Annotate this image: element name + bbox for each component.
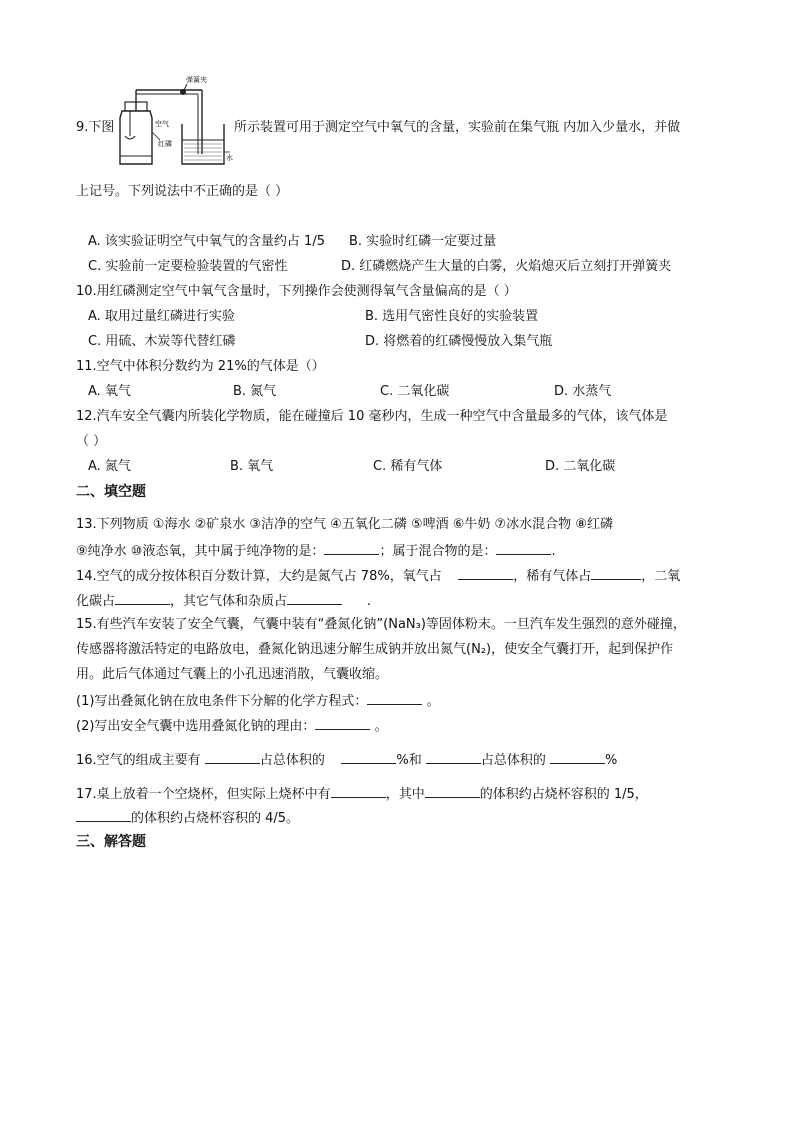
q17-blank-gas1[interactable] bbox=[425, 784, 480, 798]
q15-text-line3: 用。此后气体通过气囊上的小孔迅速消散，气囊收缩。 bbox=[76, 667, 389, 682]
q14-text-line2 bbox=[76, 591, 371, 611]
q14-text-d: 化碳占 bbox=[76, 594, 116, 609]
q16-text-b: 占总体积的 bbox=[259, 753, 325, 768]
q12-option-b: B. 氧气 bbox=[230, 459, 274, 474]
q15-blank-equation[interactable] bbox=[367, 691, 422, 705]
q14-text-b: ，稀有气体占 bbox=[513, 569, 592, 584]
q17-text-line1 bbox=[76, 784, 648, 804]
q10-option-c: C. 用硫、木炭等代替红磷 bbox=[88, 334, 236, 349]
q14-blank-noble-gas[interactable] bbox=[591, 566, 641, 580]
q12-text-line2: （ ） bbox=[76, 434, 107, 449]
q9-text-line2: 上记号。下列说法中不正确的是（ ） bbox=[76, 184, 289, 199]
q12-option-a: A. 氮气 bbox=[88, 459, 131, 474]
q15-blank-reason[interactable] bbox=[315, 716, 370, 730]
q11-option-d: D. 水蒸气 bbox=[554, 384, 612, 399]
q13-blank-mixture[interactable] bbox=[496, 541, 551, 555]
q16-text-d: 占总体积的 bbox=[480, 753, 546, 768]
q12-option-d: D. 二氧化碳 bbox=[545, 459, 616, 474]
q14-text-c: ，二氧 bbox=[641, 569, 681, 584]
q15-sub2-text: (2)写出安全气囊中选用叠氮化钠的理由： bbox=[76, 719, 316, 734]
q17-blank-gas2[interactable] bbox=[76, 808, 131, 822]
q11-option-c: C. 二氧化碳 bbox=[380, 384, 450, 399]
q14-end: . bbox=[366, 594, 371, 609]
q17-text-line2 bbox=[76, 808, 299, 828]
q15-sub2-end: 。 bbox=[374, 719, 388, 734]
q10-option-b: B. 选用气密性良好的实验装置 bbox=[365, 309, 539, 324]
q11-option-a: A. 氧气 bbox=[88, 384, 131, 399]
q17-text-c: 的体积约占烧杯容积的 1/5， bbox=[479, 787, 648, 802]
q12-text: 12.汽车安全气囊内所装化学物质，能在碰撞后 10 毫秒内，生成一种空气中含量最多的气体，该气体是 bbox=[76, 409, 668, 424]
q9-option-c: C. 实验前一定要检验装置的气密性 bbox=[88, 259, 288, 274]
q14-text-e: ，其它气体和杂质占 bbox=[170, 594, 288, 609]
q16-blank-gas2[interactable] bbox=[426, 750, 481, 764]
q17-text-a: 17.桌上放着一个空烧杯，但实际上烧杯中有 bbox=[76, 787, 331, 802]
q15-text-line1: 15.有些汽车安装了安全气囊，气囊中装有“叠氮化钠”(NaN₃)等固体粉末。一旦汽车发生强烈的意外碰撞， bbox=[76, 617, 686, 632]
q15-sub1-end: 。 bbox=[426, 694, 440, 709]
q10-option-a: A. 取用过量红磷进行实验 bbox=[88, 309, 235, 324]
q12-option-c: C. 稀有气体 bbox=[373, 459, 443, 474]
q16-text-e: % bbox=[605, 753, 618, 768]
q15-sub1 bbox=[76, 691, 440, 711]
q13-text-line2 bbox=[76, 541, 556, 561]
q11-text: 11.空气中体积分数约为 21%的气体是（） bbox=[76, 359, 325, 374]
q16-blank-percent2[interactable] bbox=[550, 750, 605, 764]
q14-text-a: 14.空气的成分按体积百分数计算，大约是氮气占 78%，氧气占 bbox=[76, 569, 442, 584]
q13-text-b: ；属于混合物的是： bbox=[379, 544, 497, 559]
q13-text-a: ⑨纯净水 ⑩液态氧，其中属于纯净物的是： bbox=[76, 544, 325, 559]
q16-text-a: 16.空气的组成主要有 bbox=[76, 753, 201, 768]
figure-label-red-phosphorus: 红磷 bbox=[158, 140, 172, 148]
experiment-apparatus-figure bbox=[108, 76, 234, 166]
q16-text bbox=[76, 750, 617, 770]
section-title-answer: 三、解答题 bbox=[76, 834, 146, 850]
section-title-fill-in: 二、填空题 bbox=[76, 484, 146, 500]
q17-text-d: 的体积约占烧杯容积的 4/5。 bbox=[131, 811, 300, 826]
figure-label-water: 水 bbox=[226, 154, 233, 162]
figure-label-air: 空气 bbox=[155, 120, 169, 128]
q9-option-b: B. 实验时红磷一定要过量 bbox=[349, 234, 497, 249]
q15-sub1-text: (1)写出叠氮化钠在放电条件下分解的化学方程式： bbox=[76, 694, 368, 709]
q9-option-a: A. 该实验证明空气中氧气的含量约占 1/5 bbox=[88, 234, 325, 249]
figure-label-clamp: 弹簧夹 bbox=[186, 76, 207, 84]
q15-text-line2: 传感器将激活特定的电路放电，叠氮化钠迅速分解生成钠并放出氮气(N₂)，使安全气囊打开，起到保护作 bbox=[76, 642, 674, 657]
q16-text-c: %和 bbox=[396, 753, 422, 768]
q17-blank-contents[interactable] bbox=[331, 784, 386, 798]
q15-sub2 bbox=[76, 716, 388, 736]
q13-text-line1: 13.下列物质 ①海水 ②矿泉水 ③洁净的空气 ④五氧化二磷 ⑤啤酒 ⑥牛奶 ⑦冰水混合物 ⑧红磷 bbox=[76, 517, 613, 532]
q14-text-line1 bbox=[76, 566, 680, 586]
q13-blank-pure[interactable] bbox=[324, 541, 379, 555]
q9-option-d: D. 红磷燃烧产生大量的白雾，火焰熄灭后立刻打开弹簧夹 bbox=[341, 259, 672, 274]
q14-blank-oxygen[interactable] bbox=[458, 566, 513, 580]
q16-blank-percent1[interactable] bbox=[341, 750, 396, 764]
q17-text-b: ，其中 bbox=[385, 787, 425, 802]
q10-text: 10.用红磷测定空气中氧气含量时，下列操作会使测得氧气含量偏高的是（ ） bbox=[76, 284, 517, 299]
q9-text: 所示装置可用于测定空气中氧气的含量，实验前在集气瓶 内加入少量水，并做 bbox=[234, 120, 681, 135]
q13-end: . bbox=[551, 544, 556, 559]
q16-blank-gas1[interactable] bbox=[205, 750, 260, 764]
q11-option-b: B. 氮气 bbox=[233, 384, 277, 399]
q10-option-d: D. 将燃着的红磷慢慢放入集气瓶 bbox=[365, 334, 553, 349]
q14-blank-others[interactable] bbox=[287, 591, 342, 605]
q14-blank-co2[interactable] bbox=[115, 591, 170, 605]
q9-prefix: 9.下图 bbox=[76, 120, 115, 135]
